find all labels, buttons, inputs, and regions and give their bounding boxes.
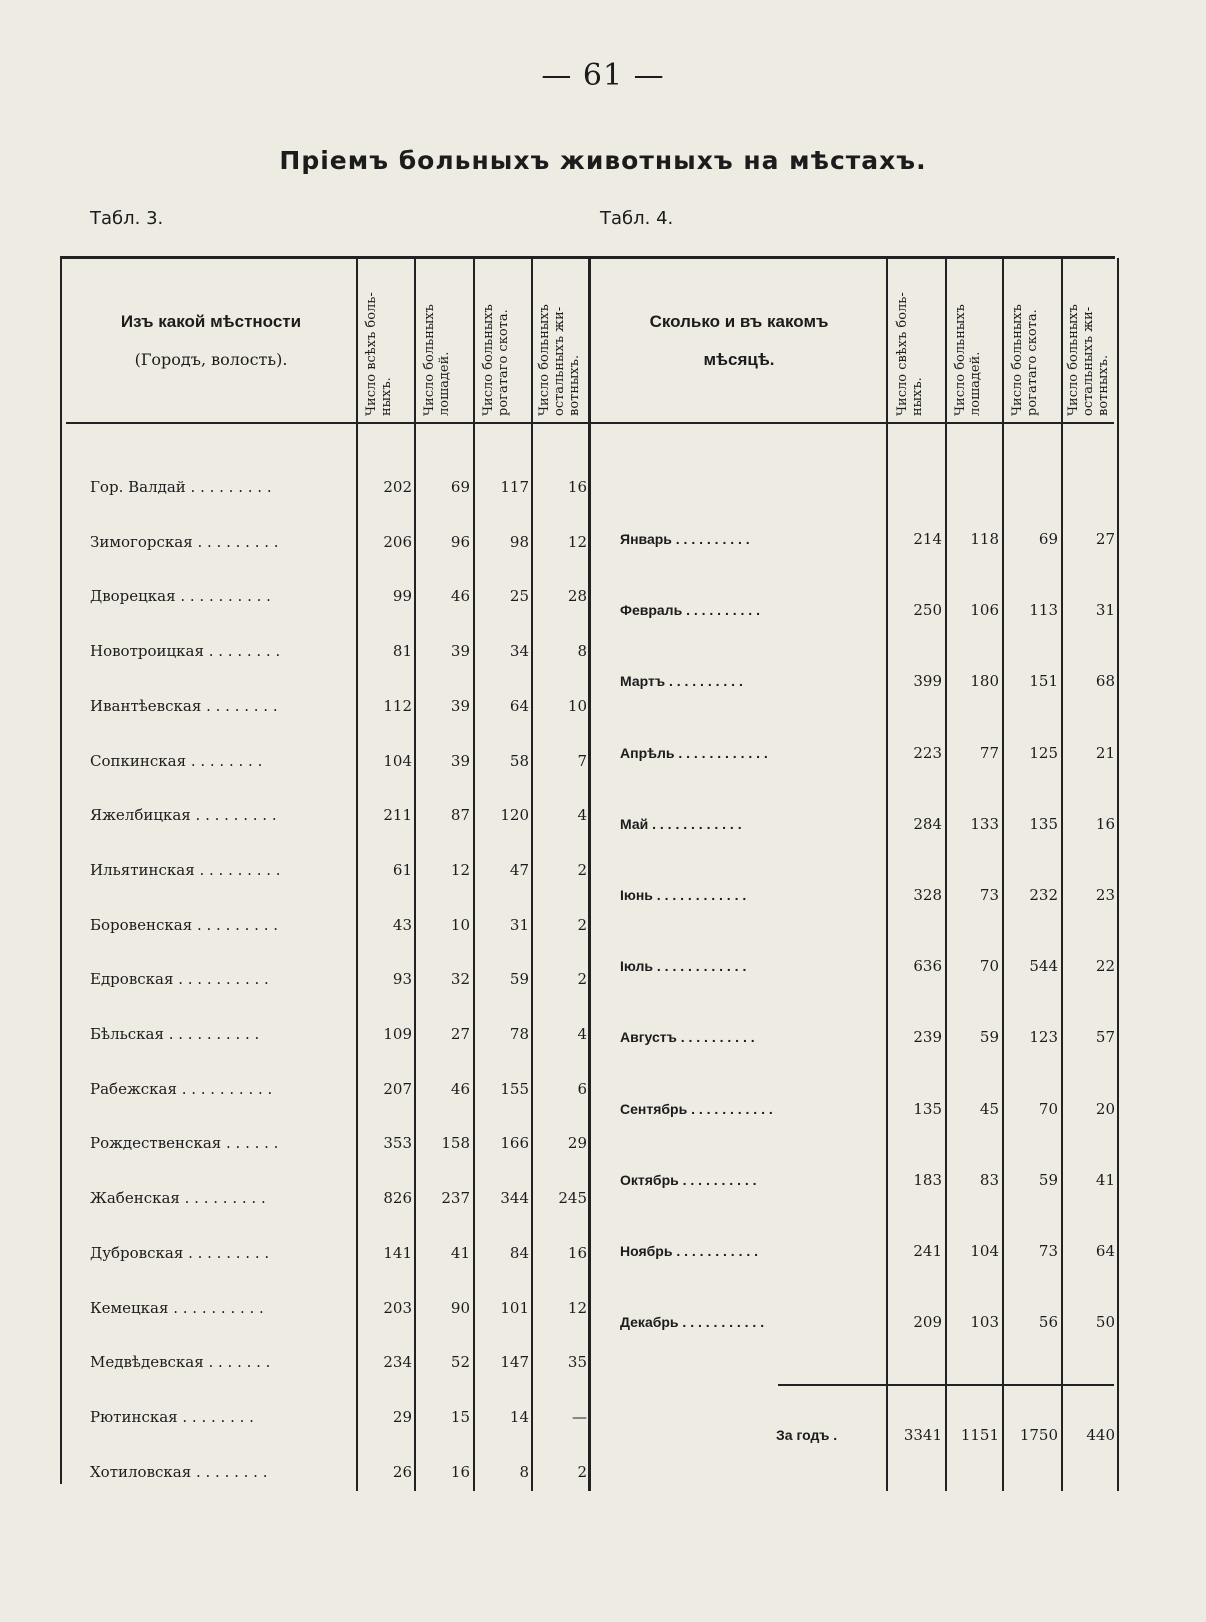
cell-value: 22: [1095, 957, 1115, 976]
right-border: [1117, 258, 1119, 1491]
table3-label: Табл. 3.: [90, 208, 164, 229]
locality-name: Дубровская . . . . . . . . .: [90, 1243, 270, 1262]
cell-value: 31: [509, 915, 529, 934]
t3-col-head-other: Число больныхъ остальныхъ жи-вотныхъ.: [537, 304, 582, 416]
t4-header-rule: [588, 422, 1114, 424]
locality-name: Медвѣдевская . . . . . . .: [90, 1353, 271, 1372]
table-row: [0, 601, 1120, 627]
cell-value: 10: [450, 915, 470, 934]
page-title: Пріемъ больныхъ животныхъ на мѣстахъ.: [279, 146, 927, 175]
cell-value: 112: [383, 696, 412, 715]
locality-name: Гор. Валдай . . . . . . . . .: [90, 478, 272, 496]
cell-value: 203: [383, 1298, 412, 1317]
locality-name: Зимогорская . . . . . . . . .: [90, 532, 279, 551]
cell-value: 135: [913, 1099, 942, 1118]
cell-value: 211: [383, 806, 412, 825]
cell-value: 544: [1029, 957, 1058, 976]
t4-header-main-1: Сколько и въ какомъ: [649, 312, 829, 331]
locality-name: Хотиловская . . . . . . . .: [90, 1462, 268, 1481]
locality-name: Кемецкая . . . . . . . . . .: [90, 1298, 264, 1317]
table4-label: Табл. 4.: [600, 208, 674, 229]
cell-value: 237: [441, 1189, 470, 1208]
t3-col-head-horses: Число больныхъ лошадей.: [422, 304, 452, 416]
cell-value: 151: [1029, 672, 1058, 691]
t3-col-head-all: Число всѣхъ боль-ныхъ.: [364, 292, 394, 416]
cell-value: 206: [383, 532, 412, 551]
cell-value: 16: [1095, 814, 1115, 833]
month-name: Февраль . . . . . . . . . .: [620, 602, 760, 619]
locality-name: Рютинская . . . . . . . .: [90, 1407, 254, 1426]
cell-value: 8: [577, 642, 587, 661]
cell-value: 214: [913, 530, 942, 548]
t4-header-main-2: мѣсяцѣ.: [703, 350, 775, 369]
cell-value: 77: [979, 743, 999, 762]
cell-value: 78: [509, 1025, 529, 1043]
cell-value: 50: [1095, 1313, 1115, 1332]
cell-value: 70: [979, 957, 999, 976]
cell-value: 43: [392, 915, 412, 934]
t3-header-sub: (Городъ, волость).: [134, 350, 288, 369]
t4-col-head-other: Число больныхъ остальныхъ жи-вотныхъ.: [1066, 304, 1111, 416]
cell-value: 2: [577, 970, 587, 989]
cell-value: 202: [383, 478, 412, 496]
t3-col-head-cattle: Число больныхъ рогатаго скота.: [481, 304, 511, 416]
table-row: [0, 478, 590, 504]
cell-value: 41: [1095, 1170, 1115, 1189]
cell-value: 12: [567, 1298, 587, 1317]
table-row: [0, 957, 1120, 983]
cell-value: 2: [577, 1462, 587, 1481]
cell-value: 58: [509, 751, 529, 770]
cell-value: 31: [1095, 601, 1115, 620]
locality-name: Дворецкая . . . . . . . . . .: [90, 587, 271, 606]
cell-value: 27: [1095, 530, 1115, 548]
cell-value: 241: [913, 1242, 942, 1260]
month-name: Январь . . . . . . . . . .: [620, 531, 750, 547]
total-value: 440: [1086, 1426, 1115, 1444]
month-name: Май . . . . . . . . . . . .: [620, 815, 742, 832]
t4-col-sep-3: [1002, 258, 1004, 1491]
cell-value: 20: [1095, 1099, 1115, 1118]
cell-value: 46: [450, 1079, 470, 1098]
cell-value: 183: [913, 1170, 942, 1189]
table-row: [0, 744, 1120, 770]
table-row: [0, 1028, 1120, 1054]
cell-value: 135: [1029, 814, 1058, 833]
cell-value: 14: [509, 1407, 529, 1426]
total-value: 1151: [960, 1426, 999, 1444]
month-name: Октябрь . . . . . . . . . .: [620, 1171, 757, 1188]
cell-value: 8: [519, 1462, 529, 1481]
month-name: Декабрь . . . . . . . . . . .: [620, 1314, 765, 1331]
cell-value: 118: [970, 530, 999, 548]
page-number: — 61 —: [541, 58, 665, 93]
locality-name: Едровская . . . . . . . . . .: [90, 970, 269, 989]
cell-value: 399: [913, 672, 942, 691]
cell-value: 284: [913, 814, 942, 833]
cell-value: 245: [558, 1189, 587, 1208]
cell-value: 16: [567, 1243, 587, 1262]
cell-value: 39: [450, 751, 470, 770]
cell-value: 73: [1038, 1242, 1058, 1260]
cell-value: 104: [383, 751, 412, 770]
cell-value: 826: [383, 1189, 412, 1208]
cell-value: 120: [500, 806, 529, 825]
locality-name: Сопкинская . . . . . . . .: [90, 751, 263, 770]
cell-value: 29: [567, 1134, 587, 1153]
cell-value: 104: [970, 1242, 999, 1260]
cell-value: 2: [577, 915, 587, 934]
cell-value: 4: [577, 1025, 587, 1043]
t4-col-sep-2: [945, 258, 947, 1491]
cell-value: 123: [1029, 1028, 1058, 1047]
table-row: [0, 1463, 590, 1489]
cell-value: 39: [450, 642, 470, 661]
cell-value: 155: [500, 1079, 529, 1098]
cell-value: 41: [450, 1243, 470, 1262]
cell-value: 23: [1095, 886, 1115, 904]
cell-value: 96: [450, 532, 470, 551]
cell-value: 27: [450, 1025, 470, 1043]
table-row: [0, 530, 1120, 556]
table-row: [0, 1313, 1120, 1339]
table-row: [0, 1171, 1120, 1197]
cell-value: 101: [500, 1298, 529, 1317]
cell-value: 15: [450, 1407, 470, 1426]
cell-value: 98: [509, 532, 529, 551]
cell-value: 16: [450, 1462, 470, 1481]
cell-value: 353: [383, 1134, 412, 1153]
month-name: Ноябрь . . . . . . . . . . .: [620, 1243, 759, 1259]
t3-header-main: Изъ какой мѣстности: [120, 312, 302, 331]
cell-value: 125: [1029, 743, 1058, 762]
table-row: [0, 1100, 1120, 1126]
table-row: [0, 1134, 590, 1160]
month-name: Іюль . . . . . . . . . . . .: [620, 958, 747, 975]
cell-value: 158: [441, 1134, 470, 1153]
cell-value: 328: [913, 886, 942, 904]
locality-name: Бѣльская . . . . . . . . . .: [90, 1025, 260, 1043]
cell-value: 16: [567, 478, 587, 496]
month-name: Августъ . . . . . . . . . .: [620, 1029, 755, 1046]
month-name: Апрѣль . . . . . . . . . . . .: [620, 744, 768, 761]
cell-value: 113: [1029, 601, 1058, 620]
cell-value: 209: [913, 1313, 942, 1332]
cell-value: 83: [979, 1170, 999, 1189]
cell-value: 28: [567, 587, 587, 606]
cell-value: 26: [392, 1462, 412, 1481]
cell-value: 73: [979, 886, 999, 904]
cell-value: 25: [509, 587, 529, 606]
cell-value: 39: [450, 696, 470, 715]
table-row: [0, 886, 1120, 912]
cell-value: 344: [500, 1189, 529, 1208]
cell-value: 4: [577, 806, 587, 825]
cell-value: 109: [383, 1025, 412, 1043]
month-name: Іюнь . . . . . . . . . . . .: [620, 887, 747, 903]
cell-value: 141: [383, 1243, 412, 1262]
cell-value: 64: [1095, 1242, 1115, 1260]
t4-col-head-horses: Число больныхъ лошадей.: [953, 304, 983, 416]
cell-value: 84: [509, 1243, 529, 1262]
locality-name: Ильятинская . . . . . . . . .: [90, 860, 281, 879]
cell-value: 61: [392, 860, 412, 879]
cell-value: 147: [500, 1353, 529, 1372]
cell-value: 56: [1038, 1313, 1058, 1332]
t3-header-rule: [66, 422, 588, 424]
cell-value: 47: [509, 860, 529, 879]
t4-col-head-all: Число свѣхъ боль-ныхъ.: [895, 292, 925, 416]
month-name: Сентябрь . . . . . . . . . . .: [620, 1100, 773, 1117]
table-row: [0, 697, 590, 723]
cell-value: 239: [913, 1028, 942, 1047]
total-row: [0, 1426, 1120, 1452]
cell-value: 6: [577, 1079, 587, 1098]
cell-value: 2: [577, 860, 587, 879]
cell-value: 69: [1038, 530, 1058, 548]
table-row: [0, 1353, 590, 1379]
total-label: За годъ .: [776, 1427, 838, 1443]
locality-name: Боровенская . . . . . . . . .: [90, 915, 279, 934]
cell-value: 68: [1095, 672, 1115, 691]
cell-value: 223: [913, 743, 942, 762]
cell-value: 10: [567, 696, 587, 715]
cell-value: 207: [383, 1079, 412, 1098]
cell-value: 166: [500, 1134, 529, 1153]
cell-value: 69: [450, 478, 470, 496]
cell-value: 35: [567, 1353, 587, 1372]
cell-value: 59: [509, 970, 529, 989]
table-row: [0, 861, 590, 887]
t4-col-sep-1: [886, 258, 888, 1491]
cell-value: 64: [509, 696, 529, 715]
cell-value: 636: [913, 957, 942, 976]
table-row: [0, 815, 1120, 841]
locality-name: Рождественская . . . . . .: [90, 1134, 279, 1153]
cell-value: 81: [392, 642, 412, 661]
cell-value: 103: [970, 1313, 999, 1332]
table-row: [0, 916, 590, 942]
table-row: [0, 1242, 1120, 1268]
cell-value: 93: [392, 970, 412, 989]
cell-value: 59: [979, 1028, 999, 1047]
t4-col-head-cattle: Число больныхъ рогатаго скота.: [1010, 304, 1040, 416]
locality-name: Ивантѣевская . . . . . . . .: [90, 696, 278, 715]
cell-value: 180: [970, 672, 999, 691]
cell-value: 29: [392, 1407, 412, 1426]
table-row: [0, 672, 1120, 698]
cell-value: 21: [1095, 743, 1115, 762]
cell-value: 70: [1038, 1099, 1058, 1118]
table-row: [0, 642, 590, 668]
locality-name: Рабежская . . . . . . . . . .: [90, 1079, 273, 1098]
total-value: 1750: [1019, 1426, 1058, 1444]
cell-value: 59: [1038, 1170, 1058, 1189]
cell-value: 87: [450, 806, 470, 825]
cell-value: 32: [450, 970, 470, 989]
cell-value: 57: [1095, 1028, 1115, 1047]
cell-value: 12: [567, 532, 587, 551]
cell-value: 7: [577, 751, 587, 770]
locality-name: Яжелбицкая . . . . . . . . .: [90, 806, 277, 825]
cell-value: 34: [509, 642, 529, 661]
cell-value: 234: [383, 1353, 412, 1372]
locality-name: Новотроицкая . . . . . . . .: [90, 642, 281, 661]
cell-value: 99: [392, 587, 412, 606]
cell-value: 90: [450, 1298, 470, 1317]
cell-value: 46: [450, 587, 470, 606]
cell-value: 106: [970, 601, 999, 620]
cell-value: 45: [979, 1099, 999, 1118]
cell-value: —: [572, 1407, 587, 1426]
cell-value: 12: [450, 860, 470, 879]
month-name: Мартъ . . . . . . . . . .: [620, 673, 743, 690]
cell-value: 117: [500, 478, 529, 496]
cell-value: 232: [1029, 886, 1058, 904]
cell-value: 133: [970, 814, 999, 833]
locality-name: Жабенская . . . . . . . . .: [90, 1189, 266, 1208]
cell-value: 250: [913, 601, 942, 620]
total-value: 3341: [903, 1426, 942, 1444]
cell-value: 52: [450, 1353, 470, 1372]
t4-col-sep-4: [1061, 258, 1063, 1491]
